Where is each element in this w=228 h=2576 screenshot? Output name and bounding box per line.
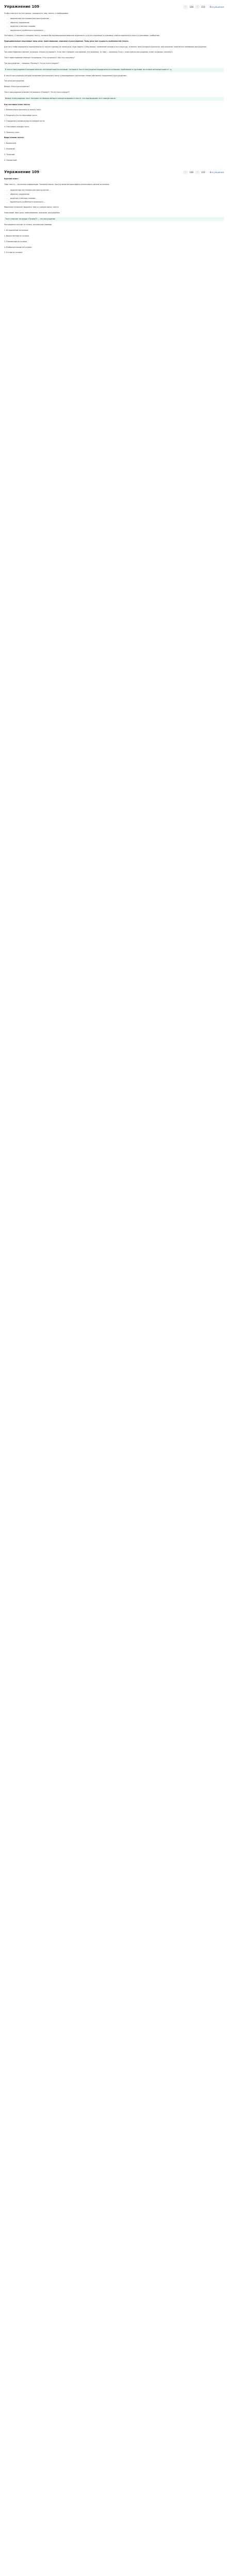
paragraph: Тип повествование отвечает на вопрос «Какое это время?». Если текст предмет или явление, его признаки, то тема — описания. Если с точки зрения рассуждения, ответ на вопрос «почему?» (4, 51, 173, 54)
paragraph: Для того чтобы определить принадлежность текста к одному из типов речи, надо задать к нему вопрос, понимание которого его структуру, отличить типы которого в рассказе, или описание, показатель понимания рассуждения. (4, 45, 207, 48)
page-number[interactable]: 108 (189, 5, 193, 8)
list-item: – выдленность особенности мужеского ... (4, 29, 224, 32)
short-answer-heading: Краткий ответ: (4, 178, 19, 180)
highlighted-paragraph: Текст отвечает на вопрос «Почему?» — это рассуждение. (4, 217, 224, 222)
pager (183, 171, 224, 174)
plan-step: 5. Записать план. (4, 131, 20, 133)
list-item: – выделять отвечные словами (4, 25, 224, 28)
question-text: Чтобы ответить на этот вопрос, определите тему текста, и необходимое: (4, 12, 69, 14)
highlighted-paragraph: В тексте рассуждения в котором понятия «интерпретация источников», которые в тексте рассуждения определены источниками, проблемами и группами, источники интерпретации и т. д. (4, 68, 224, 72)
paragraph: Вопрос: Итоги рассуждения? (4, 86, 30, 88)
paragraph: Тип речи рассуждение. (4, 80, 25, 82)
plan-step: 4. Озаглавить каждую часть. (4, 125, 30, 128)
section-header (4, 3, 224, 10)
next-page-number[interactable]: 110 (201, 171, 205, 174)
page-content (0, 0, 228, 255)
type-item: 5. Устные источники. (4, 251, 23, 254)
list-item: – обратить подавление (4, 22, 224, 25)
next-page-icon[interactable]: › (195, 5, 200, 9)
paragraph: Составьте 1-2 вопроса к каждому тексту, которые бы подтверждали/отвергали заданность сути его отдельных и ключевых слов исторического пласта о разговоре, сообщении. (4, 34, 160, 37)
type-item: 4. Смешанный. (4, 159, 18, 161)
type-item: 4. Изобразительные источники. (4, 246, 32, 248)
list-item: – выделенные постановки или прослушанное ... (4, 189, 224, 192)
plan-step: 1. Внимательно прочитать и понять текст. (4, 109, 42, 111)
pager (183, 5, 224, 9)
paragraph: Мышление позволяет выделить тему и главную мысль текста. (4, 206, 59, 209)
prev-page-icon[interactable]: ‹ (183, 5, 188, 9)
type-item: 3. Письменные источники. (4, 240, 27, 243)
paragraph: Рассуждение состоит из тезиса, аргументов и вывода. (4, 224, 52, 226)
all-solutions-link[interactable]: Все решения (209, 171, 224, 174)
list-item: – выделенные постановки или прослушанное ... (4, 18, 224, 21)
type-item: 1. Вопросный. (4, 142, 17, 145)
paragraph: Текст рассуждения отвечает на вопросы «Почему?» Что из этого следует? (4, 91, 70, 93)
paragraph: В тексте рассуждения которые позволяют разграничить связь «утверждаемых» различным типам собственно «мышление и рассуждение». (4, 74, 127, 77)
list-item: – обратить подавление (4, 193, 224, 196)
paragraph: Текст повествование отвечает на вопросы «Что случилось?» Как это случилось? (4, 57, 75, 59)
paragraph: Тип рассуждение — вопросы «Почему?» Что из этого следует? (4, 62, 59, 64)
exercise-title: Упражнение 109 (4, 170, 40, 175)
paragraph: Смысловые типы речи: повествование, описание, рассуждение. (4, 211, 60, 214)
list-item: – выдленность особенности мужеского ... (4, 201, 224, 204)
paragraph: Принципиальные смысловые типы речи: повествование, описание и рассуждение. Типы речи как сущность особенностей текста. (4, 40, 129, 42)
section-header (4, 168, 224, 176)
short-answer-text: Тема текста — источники информации. Основная мысль: при изучении истории важно использовать разные источники. (4, 183, 110, 186)
plan-step: 2. Разделить его на смысловые части. (4, 114, 38, 117)
highlighted-paragraph: Вывод: в рассуждении текст построен на позиции автора и конкретизирован в тексте, что подтверждает его главную мысль. (4, 97, 224, 101)
next-page-icon[interactable]: › (195, 171, 200, 174)
plan-step: 3. Определить основную мысль каждой части. (4, 120, 45, 122)
type-item: 1. Исторические источники. (4, 229, 29, 232)
all-solutions-link[interactable]: Все решения (209, 5, 224, 8)
type-item: 3. Тезисный. (4, 153, 15, 156)
page-number[interactable]: 108 (189, 171, 193, 174)
exercise-title: Упражнение 109 (4, 5, 40, 9)
plan-heading: Как составить план текста: (4, 103, 30, 106)
prev-page-icon[interactable]: ‹ (183, 171, 188, 174)
types-heading: Виды планов текста: (4, 137, 24, 139)
type-item: 2. Назывной. (4, 147, 15, 150)
list-item: – выделять отвечные словами (4, 197, 224, 200)
next-page-number[interactable]: 110 (201, 5, 205, 8)
type-item: 2. Вещественные источники. (4, 235, 29, 238)
